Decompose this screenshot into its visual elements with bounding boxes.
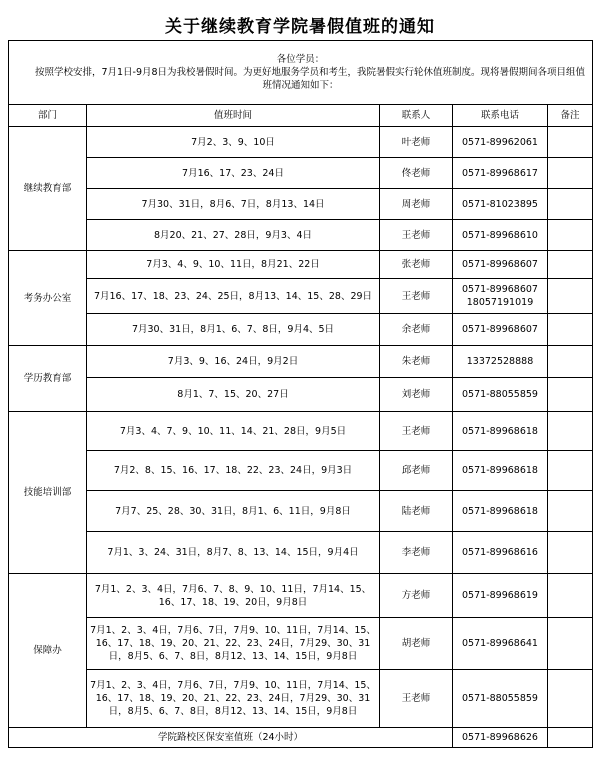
contact-cell: 陆老师 [380, 491, 453, 532]
contact-cell: 周老师 [380, 189, 453, 220]
phone-cell: 0571-88055859 [453, 670, 548, 728]
table-row [9, 574, 593, 618]
table-row [9, 189, 593, 220]
intro-body: 按照学校安排，7月1日-9月8日为我校暑假时间。为更好地服务学员和考生，我院暑假实行轮休值班制度。现将暑假期间各项目组值班情况通知如下： [34, 67, 586, 91]
table-row [9, 412, 593, 451]
time-cell: 7月1、2、3、4日，7月6、7日，7月9、10、11日，7月14、15、16、17、18、19、20、21、22、23、24日，7月29、30、31日，8月5、6、7、8日，8月12、13、14、15日，9月8日 [87, 670, 380, 728]
phone-cell: 0571-89968610 [453, 220, 548, 251]
table-row [9, 670, 593, 728]
table-row [9, 127, 593, 158]
header-time: 值班时间 [87, 105, 380, 127]
note-cell [548, 574, 593, 618]
phone-cell: 13372528888 [453, 346, 548, 378]
intro-cell [9, 41, 593, 105]
contact-cell: 余老师 [380, 314, 453, 346]
intro-row [9, 41, 593, 105]
table-row [9, 532, 593, 574]
phone-cell: 0571-89968618 [453, 451, 548, 491]
phone-cell: 0571-89968618 [453, 412, 548, 451]
contact-cell: 王老师 [380, 412, 453, 451]
time-cell: 7月30、31日，8月6、7日，8月13、14日 [87, 189, 380, 220]
note-cell [548, 618, 593, 670]
contact-cell: 王老师 [380, 670, 453, 728]
contact-cell: 王老师 [380, 279, 453, 314]
note-cell [548, 378, 593, 412]
phone-primary: 0571-89968607 [462, 284, 538, 295]
time-cell: 8月20、21、27、28日，9月3、4日 [87, 220, 380, 251]
table-row [9, 491, 593, 532]
dept-cell: 保障办 [9, 574, 87, 728]
phone-cell: 0571-89968618 [453, 491, 548, 532]
time-cell: 7月2、8、15、16、17、18、22、23、24日，9月3日 [87, 451, 380, 491]
note-cell [548, 670, 593, 728]
time-cell: 8月1、7、15、20、27日 [87, 378, 380, 412]
phone-cell: 0571-89968607 [453, 251, 548, 279]
phone-cell: 0571-81023895 [453, 189, 548, 220]
contact-cell: 朱老师 [380, 346, 453, 378]
dept-cell: 继续教育部 [9, 127, 87, 251]
contact-cell: 张老师 [380, 251, 453, 279]
intro-salutation: 各位学员： [276, 54, 325, 65]
note-cell [548, 451, 593, 491]
phone-cell: 0571-89962061 [453, 127, 548, 158]
time-cell: 7月3、9、16、24日，9月2日 [87, 346, 380, 378]
footer-phone: 0571-89968626 [453, 728, 548, 748]
phone-cell: 0571-88055859 [453, 378, 548, 412]
time-cell: 7月1、2、3、4日，7月6、7、8、9、10、11日，7月14、15、16、17、18、19、20日，9月8日 [87, 574, 380, 618]
contact-cell: 王老师 [380, 220, 453, 251]
time-cell: 7月3、4、7、9、10、11、14、21、28日，9月5日 [87, 412, 380, 451]
table-row [9, 346, 593, 378]
note-cell [548, 532, 593, 574]
phone-cell: 0571-89968607 [453, 314, 548, 346]
footer-label: 学院路校区保安室值班（24小时） [9, 728, 453, 748]
time-cell: 7月3、4、9、10、11日，8月21、22日 [87, 251, 380, 279]
phone-secondary: 18057191019 [466, 297, 534, 308]
time-cell: 7月16、17、18、23、24、25日，8月13、14、15、28、29日 [87, 279, 380, 314]
contact-cell: 胡老师 [380, 618, 453, 670]
contact-cell: 佟老师 [380, 158, 453, 189]
time-cell: 7月7、25、28、30、31日，8月1、6、11日，9月8日 [87, 491, 380, 532]
table-row [9, 251, 593, 279]
note-cell [548, 189, 593, 220]
note-cell [548, 491, 593, 532]
contact-cell: 叶老师 [380, 127, 453, 158]
phone-cell [453, 279, 548, 314]
note-cell [548, 412, 593, 451]
header-phone: 联系电话 [453, 105, 548, 127]
header-note: 备注 [548, 105, 593, 127]
header-contact: 联系人 [380, 105, 453, 127]
table-row [9, 158, 593, 189]
notice-title: 关于继续教育学院暑假值班的通知 [165, 17, 435, 37]
table-row [9, 314, 593, 346]
time-cell: 7月30、31日，8月1、6、7、8日，9月4、5日 [87, 314, 380, 346]
time-cell: 7月1、2、3、4日，7月6、7日，7月9、10、11日，7月14、15、16、17、18、19、20、21、22、23、24日，7月29、30、31日，8月5、6、7、8日，8月12、13、14、15日，9月8日 [87, 618, 380, 670]
time-cell: 7月1、3、24、31日，8月7、8、13、14、15日，9月4日 [87, 532, 380, 574]
time-cell: 7月2、3、9、10日 [87, 127, 380, 158]
phone-cell: 0571-89968617 [453, 158, 548, 189]
table-row [9, 618, 593, 670]
note-cell [548, 279, 593, 314]
phone-cell: 0571-89968616 [453, 532, 548, 574]
header-row [9, 105, 593, 127]
contact-cell: 邱老师 [380, 451, 453, 491]
header-dept: 部门 [9, 105, 87, 127]
phone-cell: 0571-89968619 [453, 574, 548, 618]
note-cell [548, 314, 593, 346]
dept-cell: 考务办公室 [9, 251, 87, 346]
note-cell [548, 158, 593, 189]
phone-cell: 0571-89968641 [453, 618, 548, 670]
contact-cell: 方老师 [380, 574, 453, 618]
contact-cell: 李老师 [380, 532, 453, 574]
contact-cell: 刘老师 [380, 378, 453, 412]
table-row [9, 378, 593, 412]
footer-row [9, 728, 593, 748]
dept-cell: 技能培训部 [9, 412, 87, 574]
note-cell [548, 220, 593, 251]
table-row [9, 451, 593, 491]
note-cell [548, 251, 593, 279]
time-cell: 7月16、17、23、24日 [87, 158, 380, 189]
table-row [9, 279, 593, 314]
table-row [9, 220, 593, 251]
note-cell [548, 346, 593, 378]
dept-cell: 学历教育部 [9, 346, 87, 412]
duty-table [8, 40, 593, 748]
note-cell [548, 127, 593, 158]
note-cell [548, 728, 593, 748]
